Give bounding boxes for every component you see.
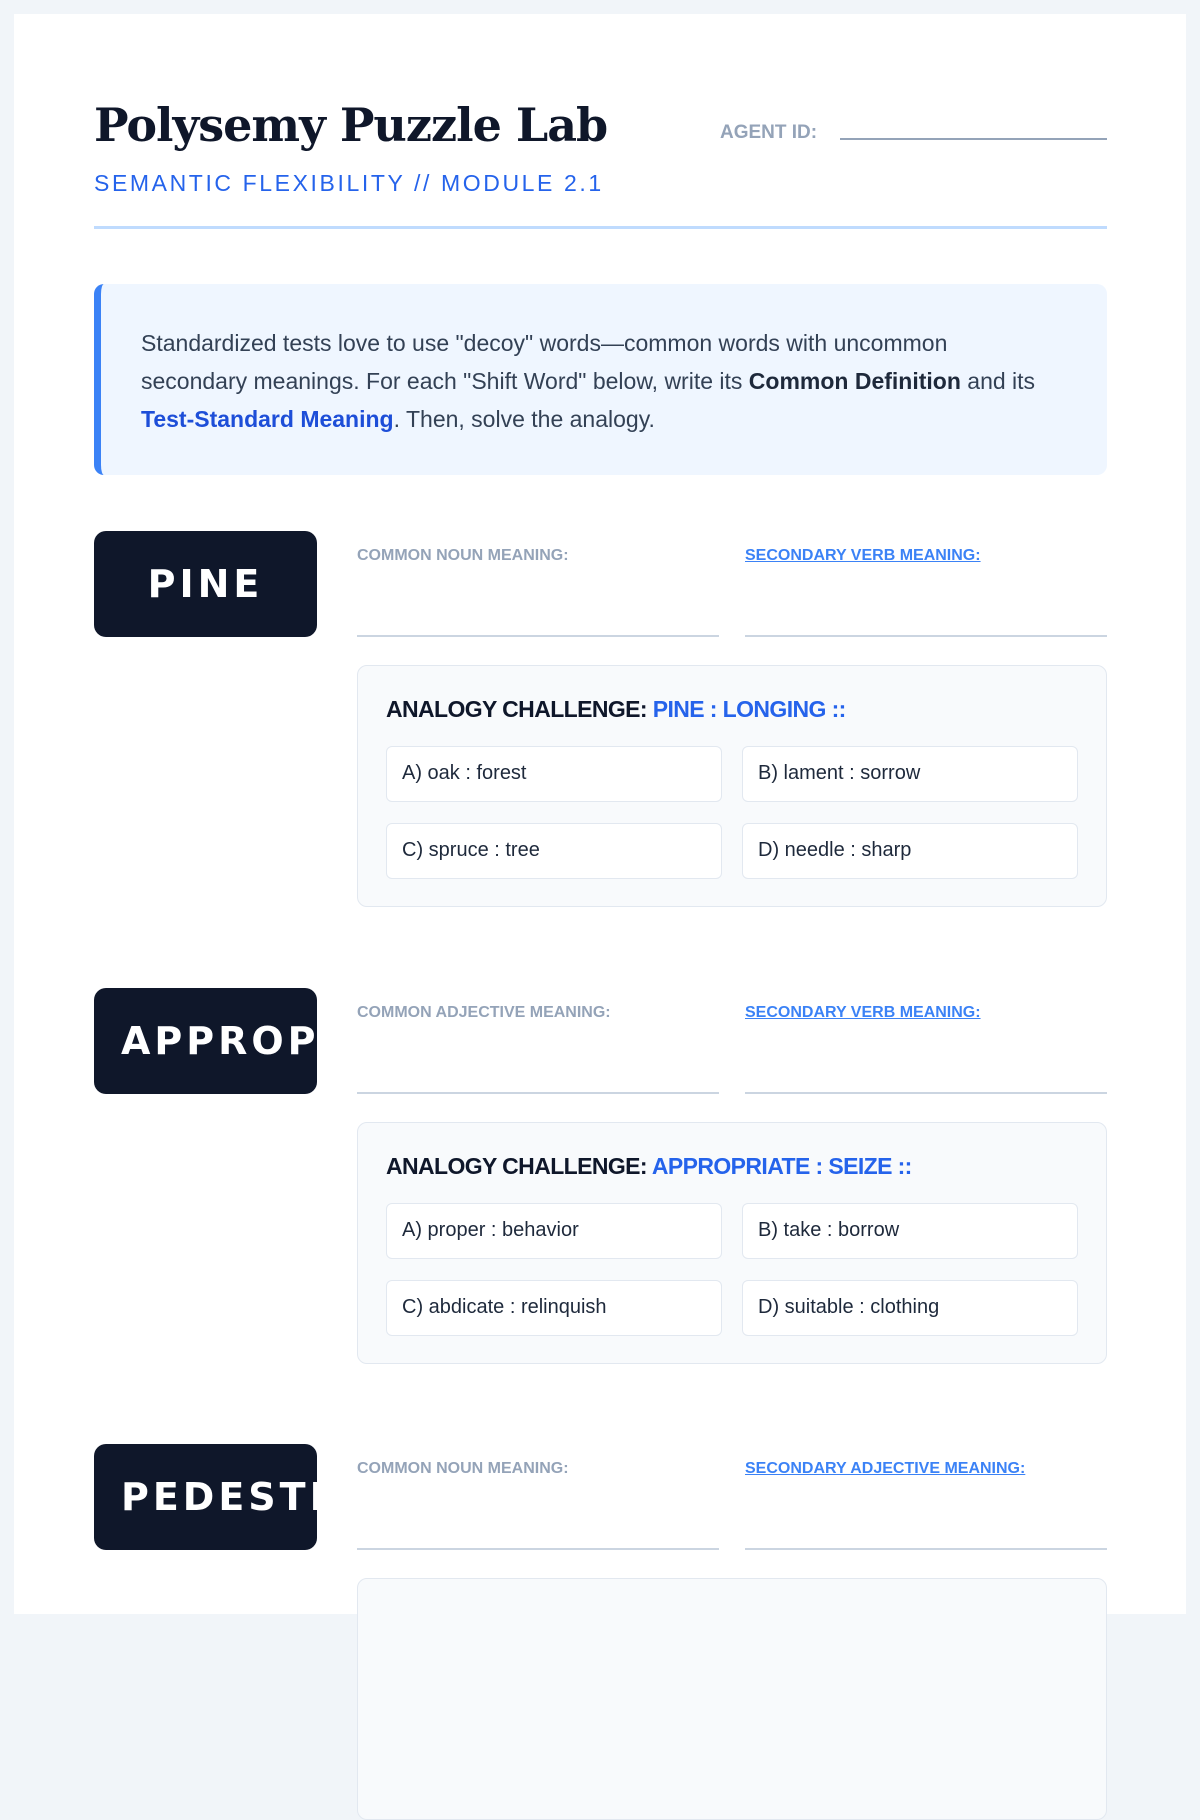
shift-word-block (94, 988, 1107, 1368)
shift-word-block (94, 1444, 1107, 1644)
answer-option-a[interactable]: A) oak : forest (386, 746, 722, 802)
secondary-meaning-input[interactable] (745, 635, 1107, 637)
common-meaning-input[interactable] (357, 635, 719, 637)
common-meaning-label: COMMON ADJECTIVE MEANING: (357, 1004, 611, 1021)
analogy-prefix: ANALOGY CHALLENGE: (386, 1153, 652, 1179)
common-meaning-label: COMMON NOUN MEANING: (357, 1460, 569, 1477)
common-meaning-input[interactable] (357, 1092, 719, 1094)
shift-word-block (94, 531, 1107, 911)
page-title: Polysemy Puzzle Lab (94, 98, 608, 152)
page-subtitle: SEMANTIC FLEXIBILITY // MODULE 2.1 (94, 170, 604, 196)
instructions-bold-common: Common Definition (748, 368, 961, 394)
answer-option-c[interactable]: C) spruce : tree (386, 823, 722, 879)
agent-id-label: AGENT ID: (720, 122, 818, 143)
analogy-prefix: ANALOGY CHALLENGE: (386, 696, 653, 722)
answer-option-b[interactable]: B) take : borrow (742, 1203, 1078, 1259)
secondary-meaning-input[interactable] (745, 1092, 1107, 1094)
instructions-text-3: . Then, solve the analogy. (393, 406, 655, 432)
analogy-title (386, 696, 846, 723)
worksheet-page (14, 14, 1186, 1614)
secondary-meaning-label: SECONDARY VERB MEANING: (745, 1004, 981, 1021)
analogy-pair: APPROPRIATE : SEIZE :: (651, 1153, 912, 1179)
answer-option-d[interactable]: D) suitable : clothing (742, 1280, 1078, 1336)
answer-option-b[interactable]: B) lament : sorrow (742, 746, 1078, 802)
secondary-meaning-label: SECONDARY ADJECTIVE MEANING: (745, 1460, 1026, 1477)
shift-word-badge: APPROPRIATE (94, 988, 317, 1094)
analogy-title (386, 1153, 912, 1180)
answer-option-d[interactable]: D) needle : sharp (742, 823, 1078, 879)
instructions-box (94, 284, 1107, 475)
instructions-text-2: and its (960, 368, 1036, 394)
header-divider (94, 226, 1107, 229)
secondary-meaning-label: SECONDARY VERB MEANING: (745, 547, 981, 564)
instructions-highlight-test: Test-Standard Meaning (141, 406, 394, 432)
common-meaning-input[interactable] (357, 1548, 719, 1550)
analogy-challenge-card (357, 1122, 1107, 1364)
page-header (94, 98, 1107, 228)
answer-option-a[interactable]: A) proper : behavior (386, 1203, 722, 1259)
agent-id-field[interactable] (840, 138, 1107, 140)
analogy-pair: PINE : LONGING :: (652, 696, 846, 722)
common-meaning-label: COMMON NOUN MEANING: (357, 547, 569, 564)
shift-word-badge: PEDESTRIAN (94, 1444, 317, 1550)
answer-option-c[interactable]: C) abdicate : relinquish (386, 1280, 722, 1336)
analogy-challenge-card (357, 1578, 1107, 1820)
secondary-meaning-input[interactable] (745, 1548, 1107, 1550)
analogy-challenge-card (357, 665, 1107, 907)
instructions-text-1: Standardized tests love to use "decoy" words—common words with uncommon secondary meanings. For each "Shift Word" below, write its (141, 330, 948, 394)
shift-word-badge: PINE (94, 531, 317, 637)
